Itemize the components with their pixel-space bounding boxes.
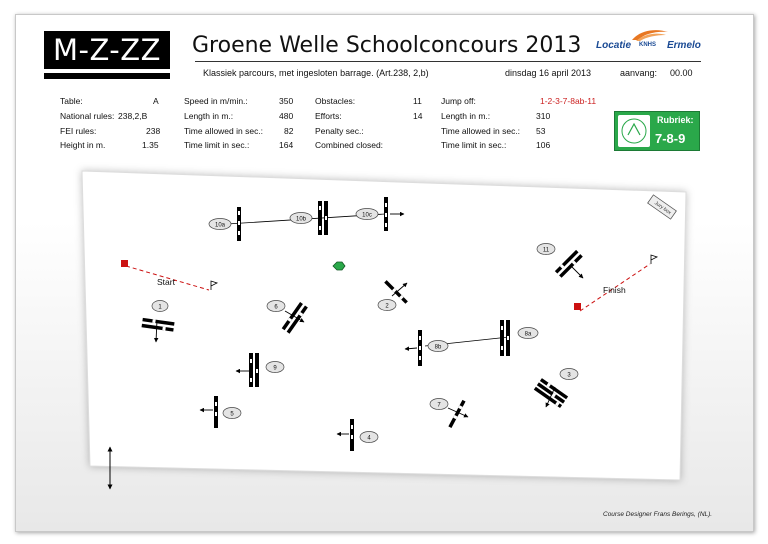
rubriek-value: 7-8-9: [655, 131, 686, 146]
fence-number: 9: [273, 365, 277, 372]
start-time-label: aanvang:: [620, 68, 658, 78]
info-label: Table:: [60, 96, 83, 106]
info-value: 106: [536, 140, 551, 150]
info-label: Time limit in sec.:: [441, 140, 507, 150]
finish-label: Finish: [603, 285, 626, 295]
info-label: FEI rules:: [60, 126, 97, 136]
info-value: 310: [536, 111, 551, 121]
rubriek-label: Rubriek:: [657, 115, 694, 125]
course-designer: Course Designer Frans Berings, (NL).: [603, 511, 713, 518]
knhs-text: KNHS: [639, 42, 657, 48]
fence-number: 8a: [524, 331, 532, 338]
info-label: Efforts:: [315, 111, 342, 121]
info-label: Length in m.:: [184, 111, 234, 121]
logo-text: M-Z-ZZ: [52, 33, 162, 67]
info-label: Time allowed in sec.:: [441, 126, 521, 136]
ermelo-text: Ermelo: [667, 40, 701, 51]
info-value: A: [153, 96, 159, 106]
info-label: Time allowed in sec.:: [184, 126, 264, 136]
jury-label: Jury box: [653, 200, 673, 217]
fence-number: 3: [567, 372, 571, 379]
event-date: dinsdag 16 april 2013: [505, 68, 592, 78]
info-value: 164: [279, 140, 294, 150]
info-label: Jump off:: [441, 96, 476, 106]
page-title: Groene Welle Schoolconcours 2013: [192, 33, 582, 58]
info-label: Height in m.: [60, 140, 106, 150]
info-label: Length in m.:: [441, 111, 491, 121]
info-value: 11: [413, 96, 422, 106]
start-time-value: 00.00: [670, 68, 693, 78]
fence-number: 10a: [214, 222, 226, 229]
info-value: 480: [279, 111, 294, 121]
info-label: Combined closed:: [315, 140, 384, 150]
info-label: Time limit in sec.:: [184, 140, 250, 150]
locatie-text: Locatie: [596, 40, 632, 51]
fence-number: 6: [274, 304, 278, 311]
info-label: National rules:: [60, 111, 115, 121]
info-value: 14: [413, 111, 423, 121]
info-label: Penalty sec.:: [315, 126, 364, 136]
fence-number: 10b: [295, 216, 307, 223]
info-value: 238: [146, 126, 161, 136]
info-label: Obstacles:: [315, 96, 356, 106]
fence-number: 10c: [362, 212, 372, 219]
info-label: Speed in m/min.:: [184, 96, 248, 106]
info-value: 53: [536, 126, 546, 136]
info-value: 1.35: [142, 140, 159, 150]
fence-number: 4: [367, 435, 371, 442]
fence-number: 5: [230, 411, 234, 418]
course-subtitle: Klassiek parcours, met ingesloten barrage. (Art.238, 2,b): [203, 68, 429, 78]
fence-number: 1: [158, 304, 162, 311]
jump-off-value: 1-2-3-7-8ab-11: [540, 96, 597, 106]
start-label: Start: [157, 277, 175, 287]
info-value: 238,2,B: [118, 111, 148, 121]
info-value: 82: [284, 126, 294, 136]
fence-number: 8b: [434, 344, 442, 351]
fence-number: 7: [437, 402, 441, 409]
fence-number: 11: [542, 247, 550, 254]
info-value: 350: [279, 96, 294, 106]
fence-number: 2: [385, 303, 389, 310]
